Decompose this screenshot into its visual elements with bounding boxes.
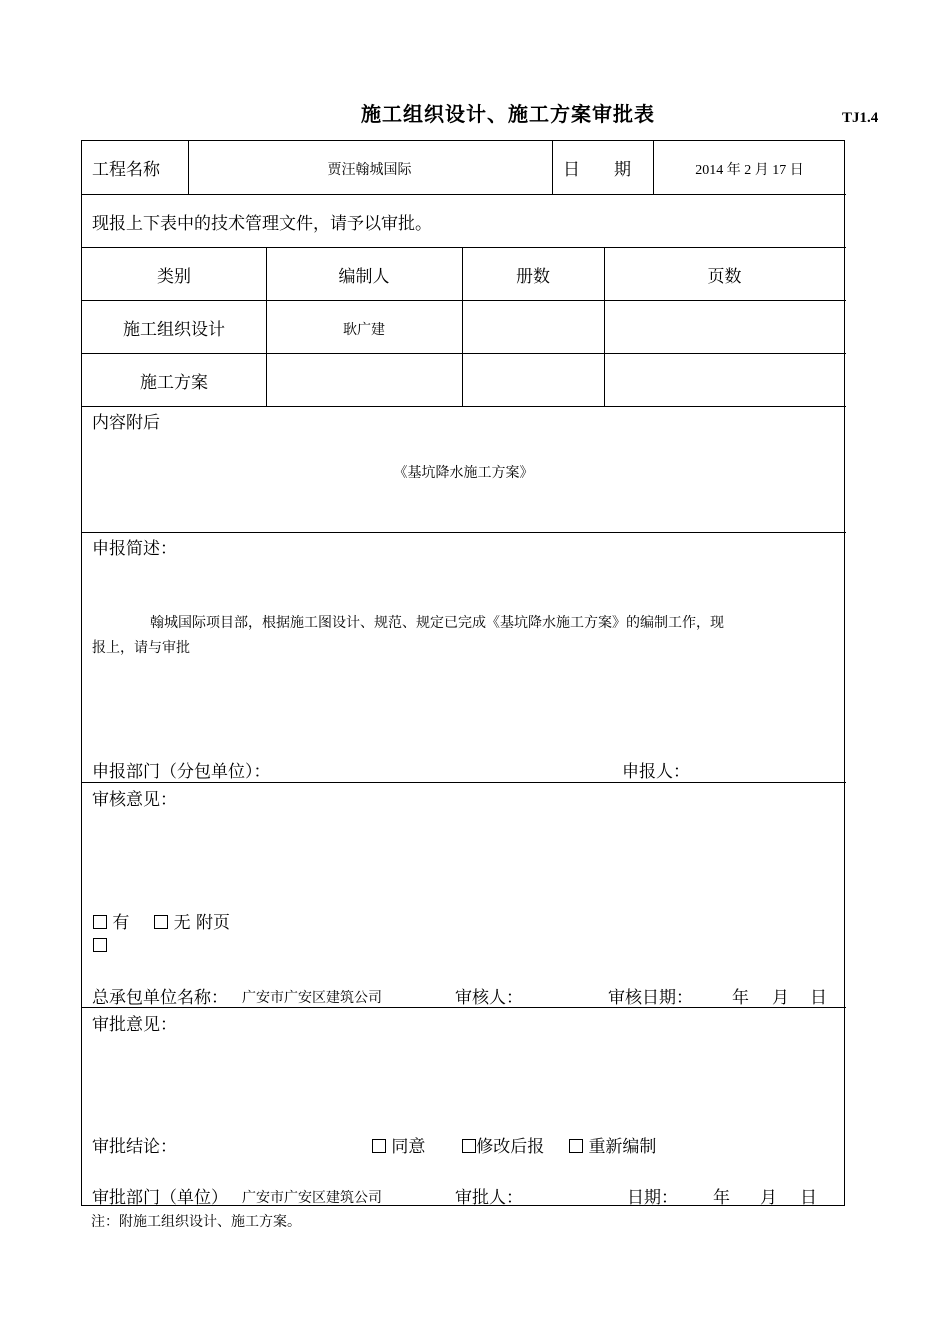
reviewer-label: 审核人： [455,988,523,1008]
report-body-line1: 翰城国际项目部，根据施工图设计、规范、规定已完成《基坑降水施工方案》的编制工作，现 [150,615,724,631]
option-attach-label: 附页 [196,913,231,933]
option-redo-label: 重新编制 [588,1137,657,1157]
review-label: 审核意见： [92,790,177,810]
project-name-value: 贾汪翰城国际 [327,162,412,178]
review-extra-checkbox [93,936,107,955]
option-revise-label: 修改后报 [476,1137,545,1157]
approval-dept-value: 广安市广安区建筑公司 [242,1190,382,1206]
col-divider [552,141,553,194]
col-header-author: 编制人 [338,267,390,287]
checkbox-attach[interactable] [93,938,107,952]
approval-label: 审批意见： [92,1015,177,1035]
checkbox-agree[interactable] [372,1139,386,1153]
approval-day: 日 [800,1188,817,1208]
review-options [93,908,230,933]
option-no-label: 无 [173,913,191,933]
row-divider [82,782,846,783]
row-author: 耿广建 [343,322,385,338]
approval-dept-label: 审批部门（单位） [92,1188,228,1208]
approval-date-label: 日期： [627,1188,678,1208]
review-month: 月 [772,988,789,1008]
row-divider [82,194,846,195]
row-category: 施工组织设计 [123,320,225,340]
form-title: 施工组织设计、施工方案审批表 [361,102,655,126]
col-header-category: 类别 [157,267,191,287]
report-dept-label: 申报部门（分包单位）： [92,762,271,782]
review-date-label: 审核日期： [608,988,693,1008]
checkbox-no[interactable] [154,915,168,929]
project-name-label: 工程名称 [92,160,160,180]
approval-month: 月 [760,1188,777,1208]
report-person-label: 申报人： [622,762,690,782]
row-divider [82,300,846,301]
row-divider [82,406,846,407]
row-divider [82,532,846,533]
contractor-label: 总承包单位名称： [92,988,228,1008]
row-divider [82,247,846,248]
checkbox-redo[interactable] [569,1139,583,1153]
checkbox-revise[interactable] [462,1139,476,1153]
review-year: 年 [732,988,749,1008]
footnote: 注：附施工组织设计、施工方案。 [91,1214,301,1230]
row-category: 施工方案 [140,373,208,393]
approver-label: 审批人： [455,1188,523,1208]
col-header-volumes: 册数 [516,267,550,287]
option-yes-label: 有 [112,913,130,933]
intro-text: 现报上下表中的技术管理文件，请予以审批。 [92,214,432,234]
attachment-label: 内容附后 [92,413,160,433]
report-body-line2: 报上，请与审批 [92,640,190,656]
col-header-pages: 页数 [707,267,742,287]
form-code: TJ1.4 [842,110,879,126]
option-agree-label: 同意 [391,1137,426,1157]
row-divider [82,353,846,354]
approval-year: 年 [713,1188,730,1208]
checkbox-yes[interactable] [93,915,107,929]
conclusion-options [372,1132,656,1157]
contractor-value: 广安市广安区建筑公司 [242,990,382,1006]
date-value: 2014 年 2 月 17 日 [695,163,804,178]
conclusion-label: 审批结论： [92,1137,177,1157]
review-day: 日 [810,988,827,1008]
attachment-content: 《基坑降水施工方案》 [393,465,534,481]
approval-form-table [81,140,845,1206]
date-label: 日 期 [563,160,631,180]
report-label: 申报简述： [92,539,177,559]
